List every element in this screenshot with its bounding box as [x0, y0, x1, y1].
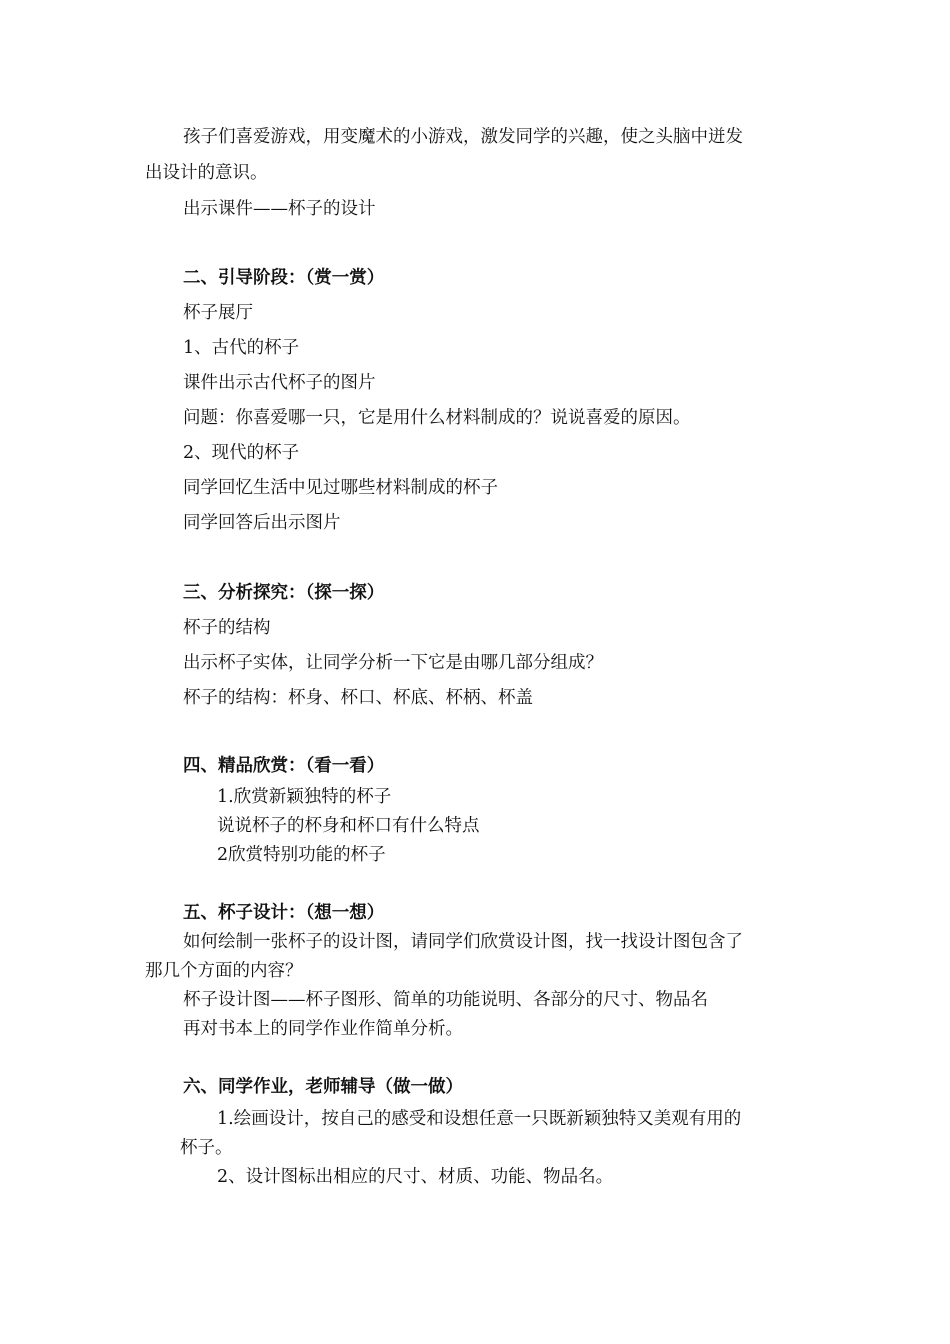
- section-5-line: 那几个方面的内容？: [145, 961, 303, 981]
- section-5-line: 杯子设计图——杯子图形、简单的功能说明、各部分的尺寸、物品名: [183, 990, 708, 1010]
- section-3-line: 出示杯子实体，让同学分析一下它是由哪几部分组成？: [183, 653, 603, 673]
- section-5-line: 再对书本上的同学作业作简单分析。: [183, 1019, 463, 1039]
- section-4-line: 说说杯子的杯身和杯口有什么特点: [217, 816, 480, 836]
- section-2-line: 课件出示古代杯子的图片: [183, 373, 376, 393]
- section-5-line: 如何绘制一张杯子的设计图，请同学们欣赏设计图，找一找设计图包含了: [183, 932, 743, 952]
- intro-paragraph-line-2: 出设计的意识。: [145, 163, 268, 183]
- section-2-heading: 二、引导阶段：（赏一赏）: [183, 268, 385, 288]
- section-2-line: 问题：你喜爱哪一只，它是用什么材料制成的？说说喜爱的原因。: [183, 408, 691, 428]
- section-3-line: 杯子的结构：杯身、杯口、杯底、杯柄、杯盖: [183, 688, 533, 708]
- section-2-line: 同学回答后出示图片: [183, 513, 341, 533]
- intro-paragraph-line-1: 孩子们喜爱游戏，用变魔术的小游戏，激发同学的兴趣，使之头脑中迸发: [183, 127, 743, 147]
- section-3-heading: 三、分析探究：（探一探）: [183, 583, 385, 603]
- section-3-line: 杯子的结构: [183, 618, 271, 638]
- section-6-heading: 六、同学作业，老师辅导（做一做）: [183, 1077, 463, 1097]
- section-6-line: 1.绘画设计，按自己的感受和设想任意一只既新颖独特又美观有用的: [217, 1109, 742, 1129]
- section-6-line: 杯子。: [180, 1138, 233, 1158]
- section-2-line: 1、古代的杯子: [183, 338, 300, 358]
- section-4-heading: 四、精品欣赏：（看一看）: [183, 756, 385, 776]
- section-2-line: 杯子展厅: [183, 303, 253, 323]
- section-2-line: 2、现代的杯子: [183, 443, 300, 463]
- section-5-heading: 五、杯子设计：（想一想）: [183, 903, 385, 923]
- section-4-line: 1.欣赏新颖独特的杯子: [217, 787, 392, 807]
- section-4-line: 2欣赏特别功能的杯子: [217, 845, 386, 865]
- intro-courseware-line: 出示课件——杯子的设计: [183, 199, 376, 219]
- section-2-line: 同学回忆生活中见过哪些材料制成的杯子: [183, 478, 498, 498]
- section-6-line: 2、设计图标出相应的尺寸、材质、功能、物品名。: [217, 1167, 614, 1187]
